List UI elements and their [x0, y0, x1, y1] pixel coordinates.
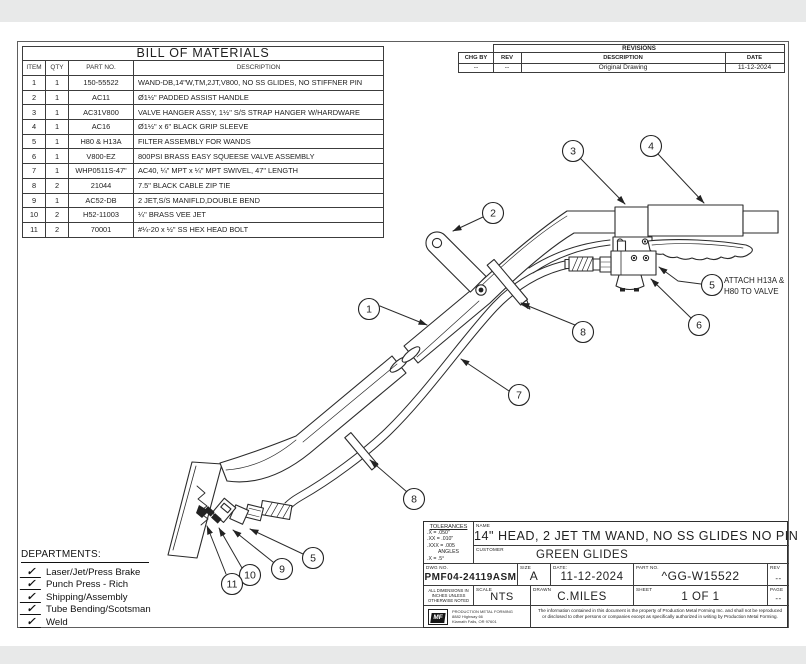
bom-row: 6 1 V800-EZ 800PSI BRASS EASY SQUEESE VALVE ASSEMBLY: [23, 149, 384, 164]
sheet-cell: SHEET 1 OF 1: [634, 586, 768, 606]
revision-date: 11-12-2024: [737, 64, 772, 71]
revision-chg: --: [473, 64, 479, 71]
bom-row: 5 1 H80 & H13A FILTER ASSEMBLY FOR WANDS: [23, 134, 384, 149]
svg-text:9: 9: [279, 563, 285, 576]
svg-text:ATTACH H13A &: ATTACH H13A &: [724, 276, 785, 285]
departments-checklist: [21, 549, 151, 628]
bom-header-item: ITEM: [23, 61, 46, 76]
balloon-5-valve: [702, 275, 723, 296]
assist-handle: [426, 232, 486, 295]
valve-hanger-strap: [615, 207, 648, 237]
bom-title: BILL OF MATERIALS: [23, 47, 384, 61]
department-item: ✓ Shipping/Assembly: [21, 590, 151, 603]
part-no: ^GG-W15522: [661, 569, 740, 583]
bom-row: 11 2 70001 #¼-20 x ½" SS HEX HEAD BOLT: [23, 222, 384, 237]
disclaimer-text: The information contained in this document is the property of Production Metal Forming Inc. and shall not be reproduced or disclosed to other persons or companies except as specifically authorized in writing by Production Metal Forming.: [537, 608, 783, 619]
checkmark-icon: ✓: [20, 568, 43, 578]
hose: [285, 240, 610, 509]
valve-note: [724, 276, 785, 296]
revisions-header-rev: REV: [501, 55, 513, 61]
revision-rev: --: [504, 64, 510, 71]
bom-row: 4 1 AC16 Ø1½" x 6" BLACK GRIP SLEEVE: [23, 120, 384, 135]
revisions-header-desc: DESCRIPTION: [603, 55, 643, 61]
bom-title-row: [23, 47, 384, 61]
bom-header-part: PART NO.: [69, 61, 134, 76]
zip-tie-lower: [345, 433, 378, 470]
customer-cell: CUSTOMER GREEN GLIDES: [474, 546, 789, 564]
bom-row: 2 1 AC11 Ø1½" PADDED ASSIST HANDLE: [23, 90, 384, 105]
svg-text:2: 2: [490, 207, 496, 220]
svg-text:7: 7: [516, 389, 522, 402]
revisions-block: [458, 44, 785, 73]
size-value: A: [529, 569, 539, 583]
svg-text:4: 4: [648, 140, 654, 153]
svg-text:11: 11: [226, 578, 238, 591]
sheet-value: 1 OF 1: [681, 591, 720, 603]
svg-text:8: 8: [411, 493, 417, 506]
balloon-5-head: [303, 548, 324, 569]
bom-row: 10 2 H52-11003 ¼" BRASS VEE JET: [23, 208, 384, 223]
drawing-name: 14" HEAD, 2 JET TM WAND, NO SS GLIDES NO PIN: [474, 529, 799, 543]
checkmark-icon: ✓: [20, 618, 43, 628]
bom-row: 8 2 21044 7.5" BLACK CABLE ZIP TIE: [23, 178, 384, 193]
balloon-8-lower: [404, 489, 425, 510]
drawn-cell: DRAWN C.MILES: [531, 586, 634, 606]
jet-cluster: [204, 498, 292, 524]
department-item: ✓ Weld: [21, 615, 151, 628]
tolerances-title: TOLERANCES: [429, 524, 468, 530]
filter-fitting: [565, 257, 611, 272]
dwg-no-cell: DWG NO. PMF04-24119ASM: [424, 564, 518, 586]
rev-cell: REV --: [768, 564, 789, 586]
revisions-grid: [458, 52, 785, 73]
name-cell: NAME 14" HEAD, 2 JET TM WAND, NO SS GLIDES NO PIN: [474, 522, 789, 546]
balloon-11: [222, 574, 243, 595]
bom-header-row: [23, 61, 384, 76]
dims-note-cell: ALL DIMENSIONS IN INCHES UNLESS OTHERWISE NOTED: [424, 586, 474, 606]
checkmark-icon: ✓: [20, 593, 43, 603]
svg-text:6: 6: [696, 319, 702, 332]
bom-row: 3 1 AC31V800 VALVE HANGER ASSY, 1½" S/S STRAP HANGER W/HARDWARE: [23, 105, 384, 120]
svg-text:H80 TO VALVE: H80 TO VALVE: [724, 287, 779, 296]
date-cell: DATE: 11-12-2024: [551, 564, 634, 586]
bom-row: 9 1 AC52-DB 2 JET,S/S MANIFLD,DOUBLE BEND: [23, 193, 384, 208]
company-info: PRODUCTION METAL FORMING 8882 Highway 66 Klamath Falls, OR 97601: [452, 609, 513, 624]
balloon-6: [689, 315, 710, 336]
departments-title: DEPARTMENTS:: [21, 549, 149, 563]
balloon-8-upper: [573, 322, 594, 343]
rev-value: --: [775, 574, 782, 583]
bom-row: 7 1 WHP0511S-47" AC40, ¼" MPT x ¼" MPT SWIVEL, 47" LENGTH: [23, 164, 384, 179]
date-value: 11-12-2024: [560, 571, 624, 583]
svg-text:3: 3: [570, 145, 576, 158]
page-value: --: [775, 594, 782, 603]
revision-desc: Original Drawing: [598, 64, 648, 71]
checkmark-icon: ✓: [20, 580, 43, 590]
balloon-2: [483, 203, 504, 224]
part-no-cell: PART NO. ^GG-W15522: [634, 564, 768, 586]
disclaimer-cell: [531, 606, 789, 628]
svg-text:10: 10: [244, 569, 256, 582]
trigger-lever: [648, 240, 752, 260]
balloon-9: [272, 559, 293, 580]
revisions-title: REVISIONS: [493, 44, 785, 52]
scale-cell: SCALE NTS: [474, 586, 531, 606]
bill-of-materials-table: [22, 46, 384, 238]
department-item: ✓ Punch Press - Rich: [21, 578, 151, 591]
grip-sleeve: [648, 205, 778, 236]
bom-header-qty: QTY: [46, 61, 69, 76]
title-block: [423, 521, 799, 628]
bom-row: 1 1 150-55522 WAND-DB,14"W,TM,2JT,V800, NO SS GLIDES, NO STIFFNER PIN: [23, 76, 384, 91]
pmf-logo-icon: MF: [428, 609, 448, 625]
checkmark-icon: ✓: [20, 605, 43, 615]
scale-value: NTS: [490, 591, 514, 603]
page-cell: PAGE --: [768, 586, 789, 606]
svg-text:5: 5: [709, 279, 715, 292]
bom-header-desc: DESCRIPTION: [134, 61, 384, 76]
revisions-header-date: DATE: [746, 55, 763, 61]
tolerances-cell: TOLERANCES .X = .050" .XX = .010" .XXX = .005 ANGLES .X = .5°: [424, 522, 474, 564]
customer-name: GREEN GLIDES: [536, 549, 629, 561]
logo-cell: [424, 606, 531, 628]
balloon-1: [359, 299, 380, 320]
svg-text:8: 8: [580, 326, 586, 339]
balloon-7: [509, 385, 530, 406]
size-cell: SIZE A: [518, 564, 551, 586]
balloon-3: [563, 141, 584, 162]
revisions-header-chg: CHG BY: [464, 55, 488, 61]
dwg-no: PMF04-24119ASM: [424, 572, 517, 583]
department-item: ✓ Laser/Jet/Press Brake: [21, 565, 151, 578]
department-item: ✓ Tube Bending/Scotsman: [21, 603, 151, 616]
balloon-4: [641, 136, 662, 157]
drawn-by: C.MILES: [557, 591, 607, 603]
svg-text:5: 5: [310, 552, 316, 565]
svg-text:1: 1: [366, 303, 372, 316]
